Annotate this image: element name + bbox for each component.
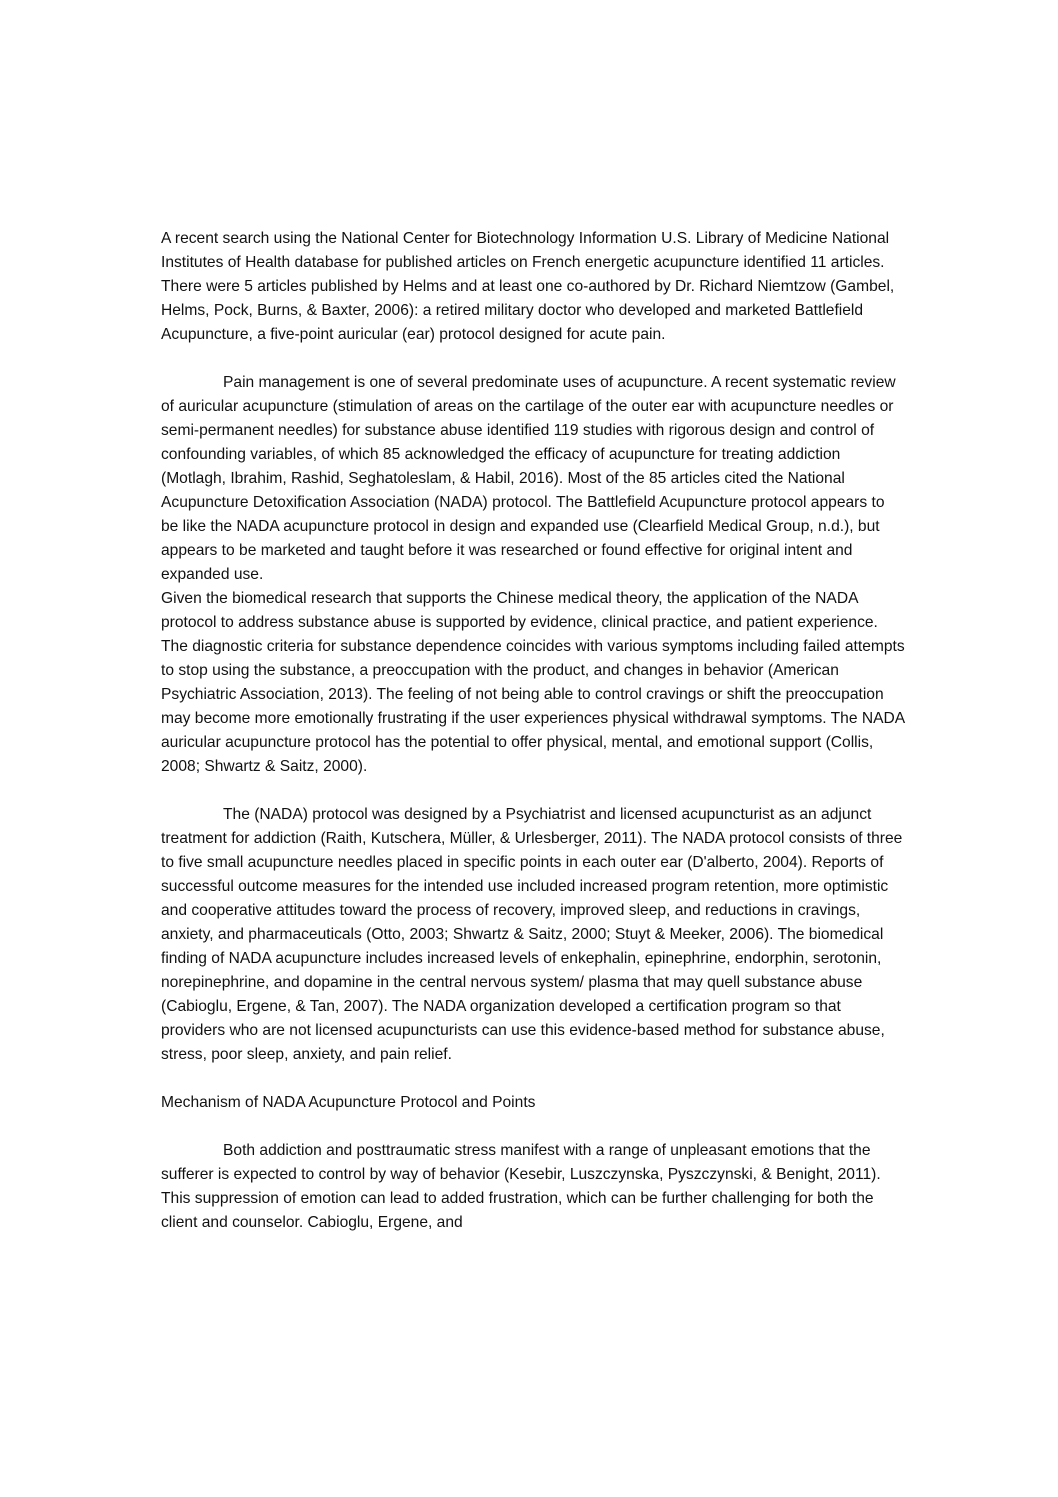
paragraph-pain-management: Pain management is one of several predominate uses of acupuncture. A recent systematic review of auricular acupuncture (stimulation of areas on the cartilage of the outer ear with acupuncture needles or semi-permanent needles) for substance abuse identified 119 studies with rigorous design and control of confounding variables, of which 85 acknowledged the efficacy of acupuncture for treating addiction (Motlagh, Ibrahim, Rashid, Seghatoleslam, & Habil, 2016). Most of the 85 articles cited the National Acupuncture Detoxification Association (NADA) protocol. The Battlefield Acupuncture protocol appears to be like the NADA acupuncture protocol in design and expanded use (Clearfield Medical Group, n.d.), but appears to be marketed and taught before it was researched or found effective for original intent and expanded use. [161, 374, 896, 583]
section-heading: Mechanism of NADA Acupuncture Protocol and Points [161, 1094, 536, 1111]
paragraph-gap [161, 1067, 906, 1091]
paragraph-nada-protocol: The (NADA) protocol was designed by a Psychiatrist and licensed acupuncturist as an adjunct treatment for addiction (Raith, Kutschera, Müller, & Urlesberger, 2011). The NADA protocol consists of three to five small acupuncture needles placed in specific points in each outer ear (D'alberto, 2004). Reports of successful outcome measures for the intended use included increased program retention, more optimistic and cooperative attitudes toward the process of recovery, improved sleep, and reductions in cravings, anxiety, and pharmaceuticals (Otto, 2003; Shwartz & Saitz, 2000; Stuyt & Meeker, 2006). The biomedical finding of NADA acupuncture includes increased levels of enkephalin, epinephrine, endorphin, serotonin, norepinephrine, and dopamine in the central nervous system/ plasma that may quell substance abuse (Cabioglu, Ergene, & Tan, 2007). The NADA organization developed a certification program so that providers who are not licensed acupuncturists can use this evidence-based method for substance abuse, stress, poor sleep, anxiety, and pain relief. [161, 806, 903, 1063]
paragraph-gap [161, 1115, 906, 1139]
paragraph-biomedical-research: Given the biomedical research that supports the Chinese medical theory, the application of the NADA protocol to address substance abuse is supported by evidence, clinical practice, and patient experience. The diagnostic criteria for substance dependence coincides with various symptoms including failed attempts to stop using the substance, a preoccupation with the product, and changes in behavior (American Psychiatric Association, 2013). The feeling of not being able to control cravings or shift the preoccupation may become more emotionally frustrating if the user experiences physical withdrawal symptoms. The NADA auricular acupuncture protocol has the potential to offer physical, mental, and emotional support (Collis, 2008; Shwartz & Saitz, 2000). [161, 590, 905, 775]
paragraph-addiction-ptsd: Both addiction and posttraumatic stress manifest with a range of unpleasant emotions that the sufferer is expected to control by way of behavior (Kesebir, Luszczynska, Pyszczynski, & Benight, 2011). This suppression of emotion can lead to added frustration, which can be further challenging for both the client and counselor. Cabioglu, Ergene, and [161, 1142, 881, 1231]
paragraph-gap [161, 347, 906, 371]
paragraph-gap [161, 779, 906, 803]
paragraph-ncbi-search: A recent search using the National Center for Biotechnology Information U.S. Library of Medicine National Institutes of Health database for published articles on French energetic acupuncture identified 11 articles. There were 5 articles published by Helms and at least one co-authored by Dr. Richard Niemtzow (Gambel, Helms, Pock, Burns, & Baxter, 2006): a retired military doctor who developed and marketed Battlefield Acupuncture, a five-point auricular (ear) protocol designed for acute pain. [161, 230, 895, 343]
document-body [161, 227, 906, 1235]
